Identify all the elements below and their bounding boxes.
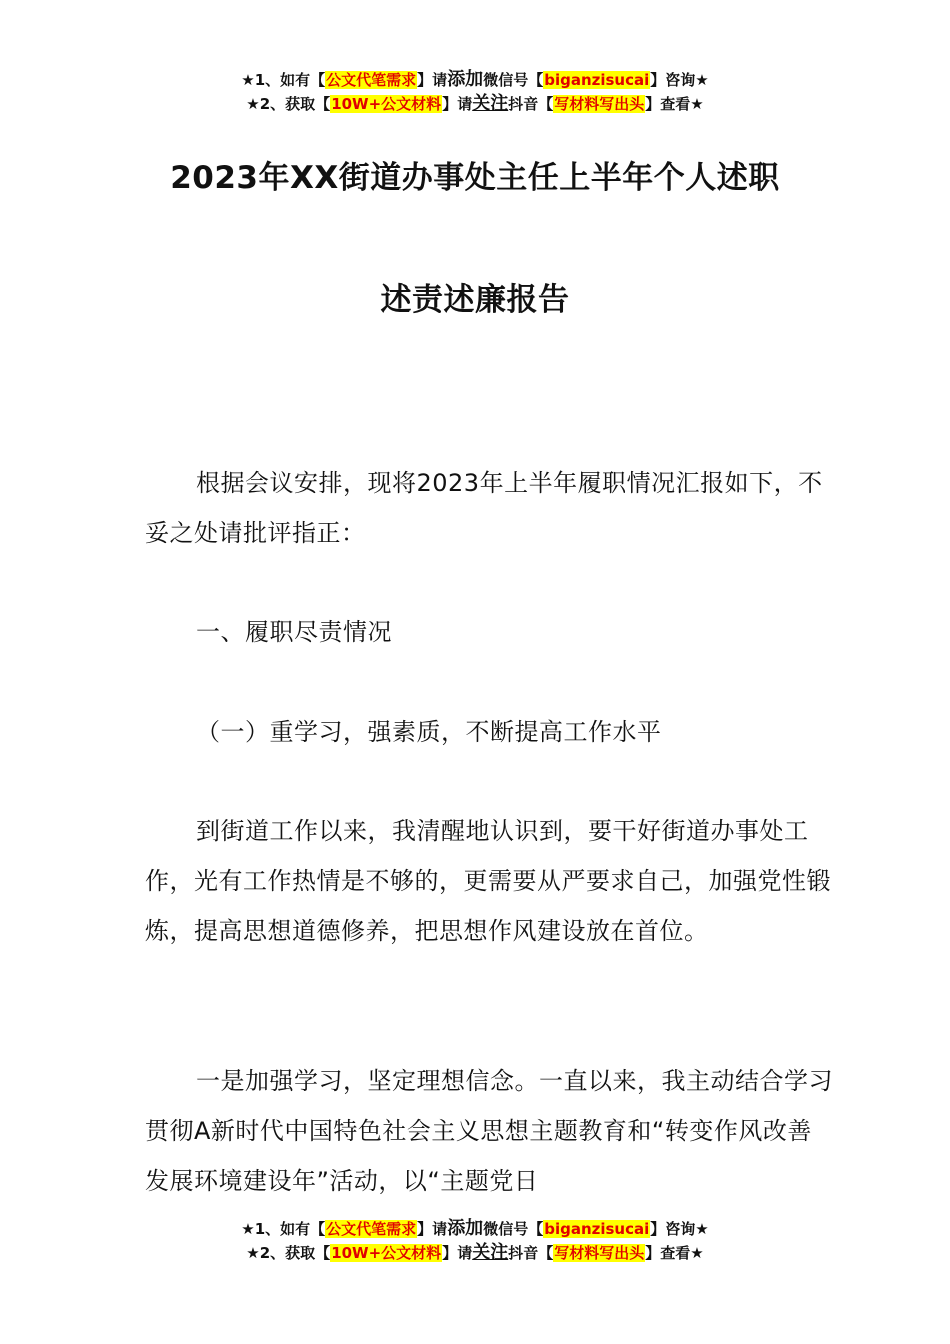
- body-paragraph-2: 一是加强学习，坚定理想信念。一直以来，我主动结合学习贯彻A新时代中国特色社会主义思想主题教育和“转变作风改善发展环境建设年”活动，以“主题党日: [145, 1067, 833, 1195]
- promo-header: [0, 68, 950, 116]
- promo-highlight-wechat-id: biganzisucai: [544, 1220, 650, 1238]
- promo-highlight-materials: 10W+公文材料: [331, 1244, 442, 1262]
- promo-text: ★2、获取【: [246, 1244, 331, 1262]
- promo-line-2: [0, 92, 950, 116]
- document-title-line-2: 述责述廉报告: [380, 282, 570, 318]
- promo-line-2: [0, 1241, 950, 1265]
- promo-bold-word: 添加: [447, 1218, 484, 1239]
- promo-highlight-service: 公文代笔需求: [326, 1220, 417, 1238]
- promo-line-1: [0, 68, 950, 92]
- promo-bold-word: 添加: [447, 69, 484, 90]
- promo-text: ★2、获取【: [246, 95, 331, 113]
- promo-text: 】请: [417, 71, 448, 89]
- promo-text: ★1、如有【: [241, 1220, 326, 1238]
- promo-text: 微信号【: [483, 71, 544, 89]
- promo-text: 】请: [442, 1244, 473, 1262]
- promo-text: 】请: [417, 1220, 448, 1238]
- section-heading-1: 一、履职尽责情况: [196, 618, 392, 646]
- promo-text: 】查看★: [645, 1244, 704, 1262]
- promo-highlight-wechat-id: biganzisucai: [544, 71, 650, 89]
- promo-text: 抖音【: [508, 1244, 554, 1262]
- promo-underlined-word: 关注: [472, 1242, 509, 1263]
- promo-text: 微信号【: [483, 1220, 544, 1238]
- intro-paragraph: 根据会议安排，现将2023年上半年履职情况汇报如下，不妥之处请批评指正：: [145, 469, 823, 547]
- body-paragraph-1: 到街道工作以来，我清醒地认识到，要干好街道办事处工作，光有工作热情是不够的，更需要从严要求自己，加强党性锻炼，提高思想道德修养，把思想作风建设放在首位。: [145, 817, 831, 945]
- promo-footer: [0, 1217, 950, 1265]
- promo-line-1: [0, 1217, 950, 1241]
- promo-text: 抖音【: [508, 95, 554, 113]
- promo-text: 】查看★: [645, 95, 704, 113]
- promo-text: 】咨询★: [650, 71, 709, 89]
- promo-text: 】咨询★: [650, 1220, 709, 1238]
- promo-highlight-service: 公文代笔需求: [326, 71, 417, 89]
- promo-highlight-douyin-id: 写材料写出头: [554, 95, 645, 113]
- promo-highlight-materials: 10W+公文材料: [331, 95, 442, 113]
- promo-highlight-douyin-id: 写材料写出头: [554, 1244, 645, 1262]
- subsection-heading-1: （一）重学习，强素质，不断提高工作水平: [196, 718, 662, 746]
- promo-underlined-word: 关注: [472, 93, 509, 114]
- promo-text: 】请: [442, 95, 473, 113]
- document-title-line-1: 2023年XX街道办事处主任上半年个人述职: [170, 160, 780, 196]
- promo-text: ★1、如有【: [241, 71, 326, 89]
